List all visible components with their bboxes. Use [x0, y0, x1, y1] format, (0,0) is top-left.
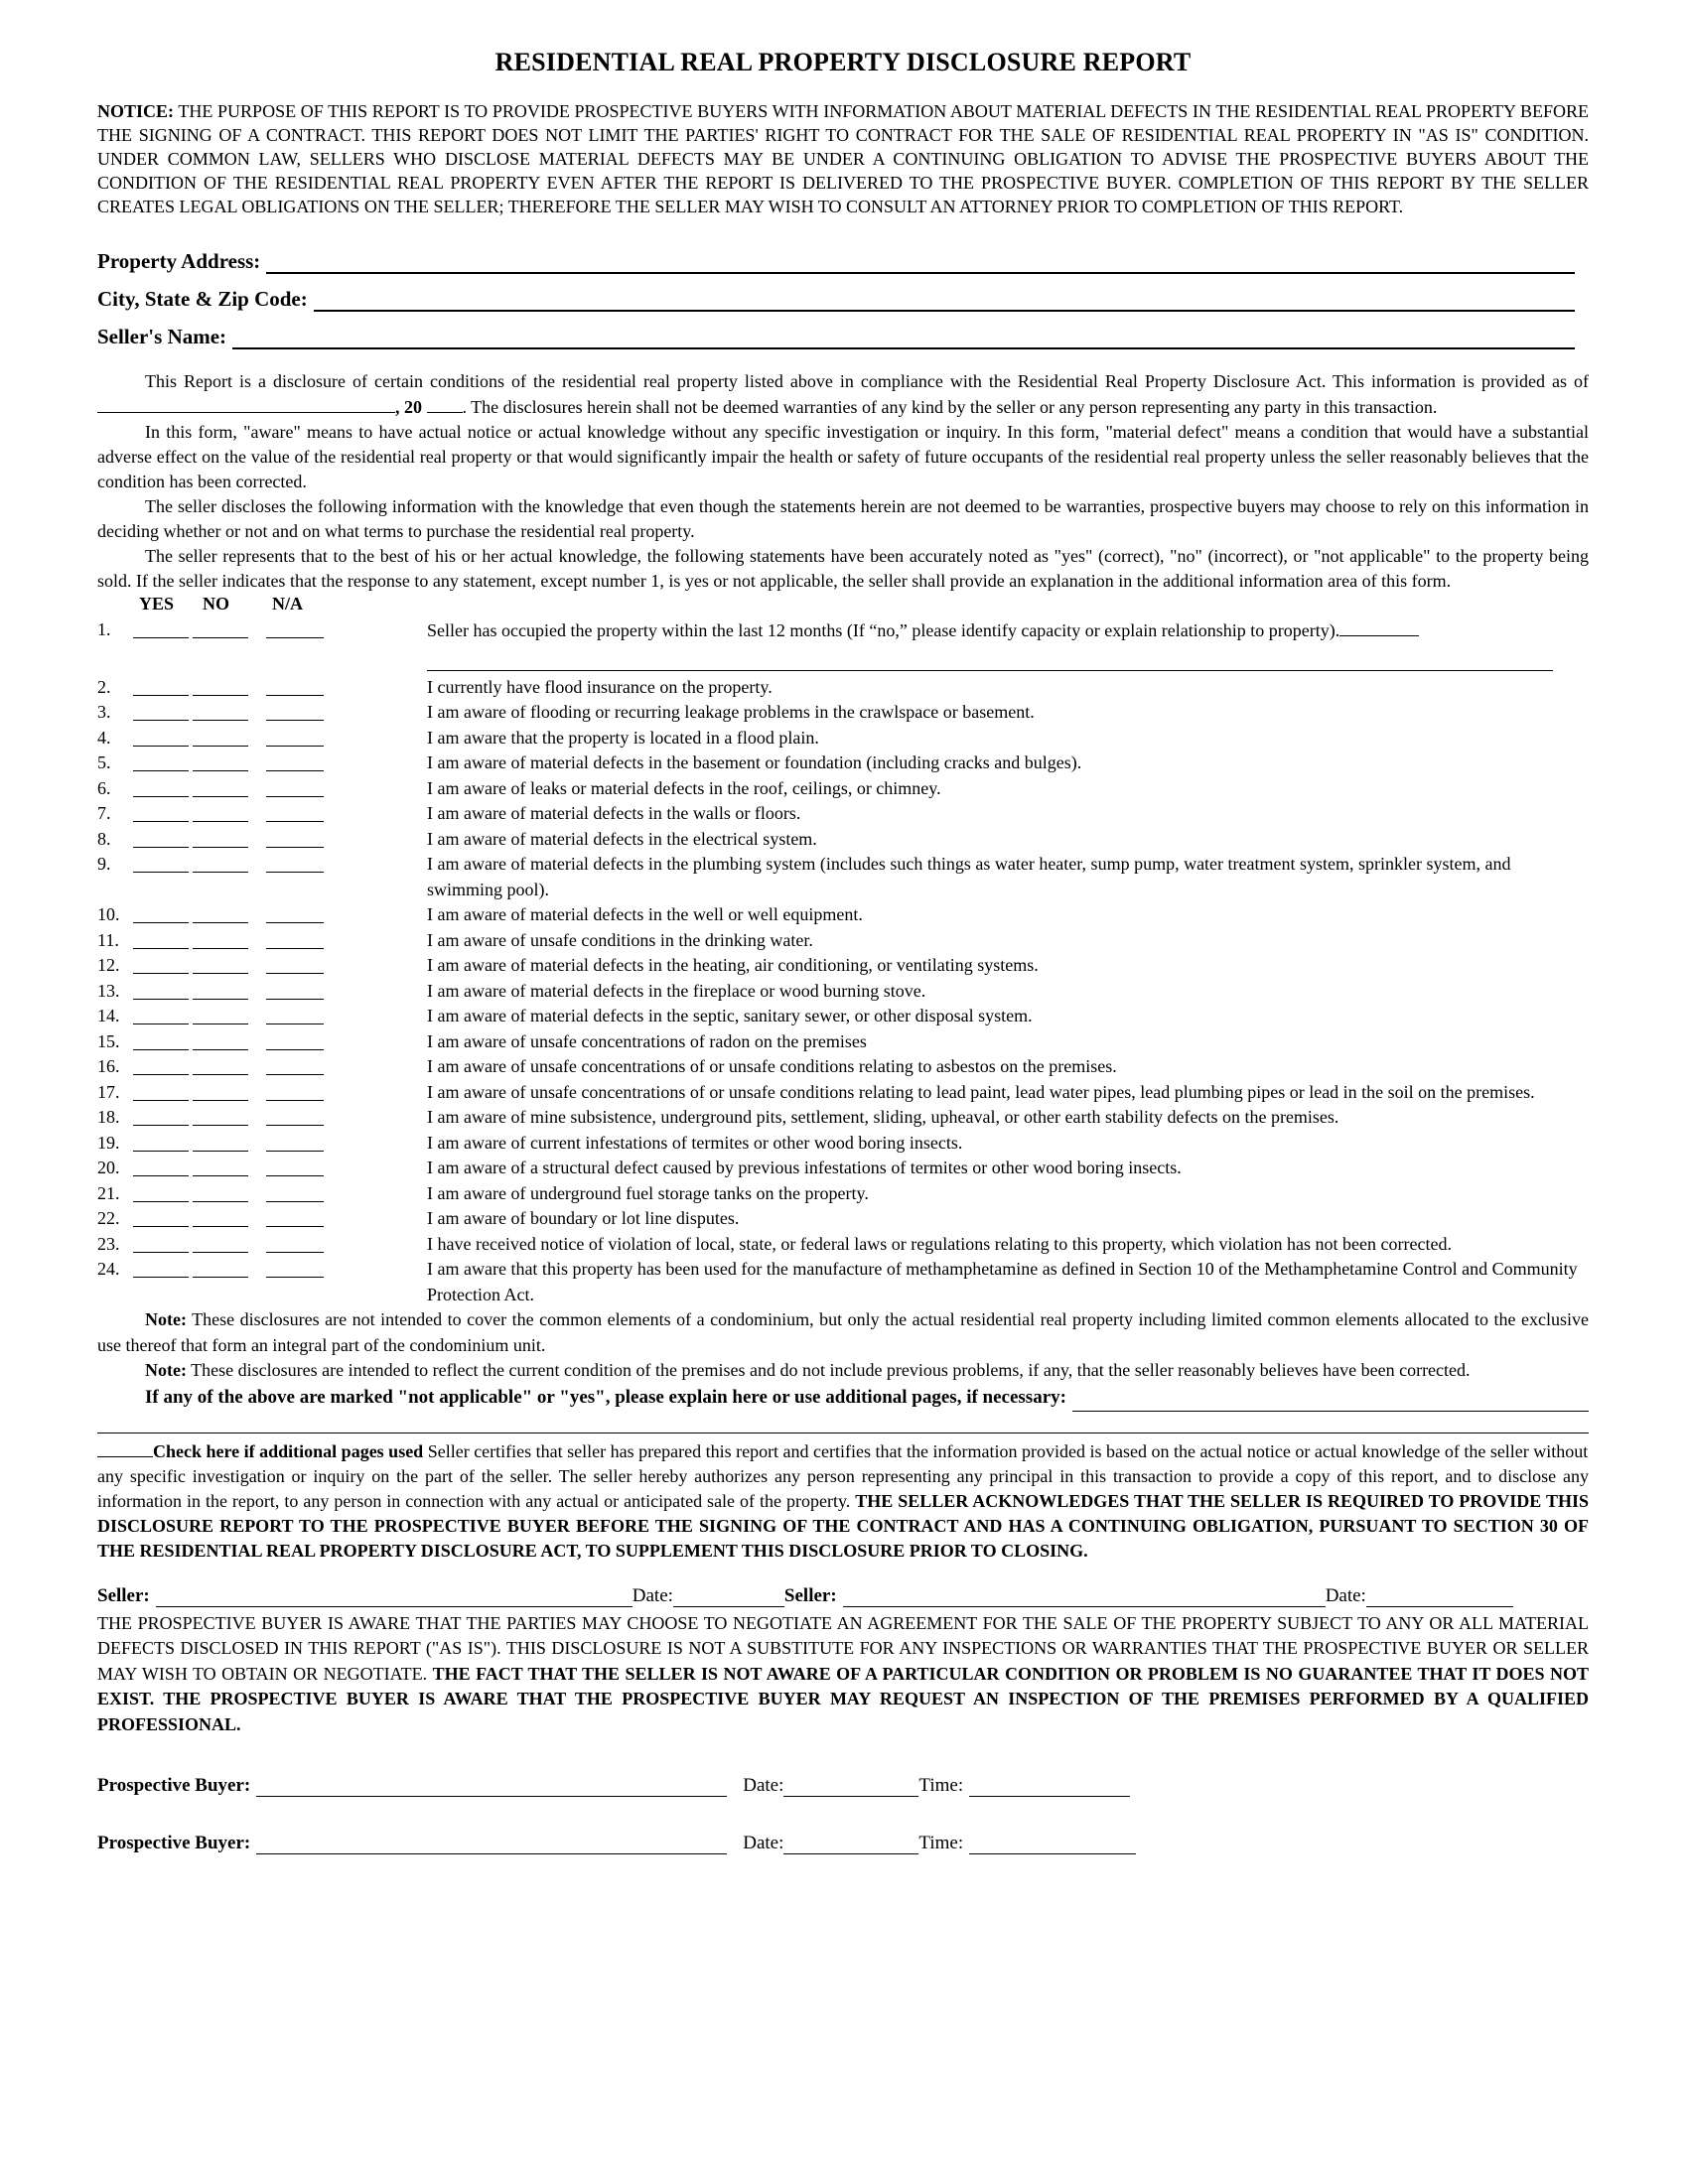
answer-no-blank[interactable] — [193, 636, 248, 638]
answer-no-blank[interactable] — [193, 769, 248, 771]
question-row — [97, 953, 1589, 979]
question-number: 18. — [97, 1107, 120, 1127]
answer-blanks — [133, 852, 427, 877]
question-number: 5. — [97, 752, 111, 772]
answer-blanks — [133, 675, 427, 700]
question-row — [97, 617, 1589, 644]
answer-na-blank[interactable] — [266, 1124, 324, 1126]
question-number: 1. — [97, 619, 111, 639]
city-state-zip-row — [97, 274, 1589, 312]
answer-blanks — [133, 1004, 427, 1028]
question-row — [97, 1206, 1589, 1232]
question-row — [97, 852, 1589, 902]
question-text: I am aware of current infestations of termites or other wood boring insects. — [427, 1132, 963, 1153]
seller-signature-row — [97, 1577, 1589, 1607]
answer-no-blank[interactable] — [193, 1099, 248, 1101]
notice-paragraph — [97, 99, 1589, 218]
answer-na-blank[interactable] — [266, 694, 324, 696]
note-condominium: Note: These disclosures are not intended to cover the common elements of a condominium, but only the actual residential real property including limited common elements allocated to the exclusive use thereof that form an integral part of the condominium unit. — [97, 1309, 1589, 1355]
buyer-date-2[interactable] — [783, 1834, 918, 1854]
page-title: RESIDENTIAL REAL PROPERTY DISCLOSURE REPORT — [494, 48, 1192, 76]
buyer-date-label-2: Date: — [743, 1833, 784, 1853]
question-number: 21. — [97, 1182, 120, 1203]
answer-yes-blank[interactable] — [133, 636, 189, 638]
answer-yes-blank[interactable] — [133, 1150, 189, 1152]
property-address-field[interactable] — [266, 244, 1575, 274]
answer-yes-blank[interactable] — [133, 1251, 189, 1253]
question-row — [97, 902, 1589, 928]
question-text-wrap — [427, 617, 1589, 644]
answer-blanks — [133, 700, 427, 725]
answer-na-blank[interactable] — [266, 820, 324, 822]
certification-paragraph-2: any specific investigation or inquiry on the part of the seller. The seller hereby authorizes any person representing any principal in this transaction to provide a copy of this report, and to disclose any information in the report, to any person in connection with any actual or anticipated sale of the property. THE SELLER ACKNOWLEDGES THAT THE SELLER IS REQUIRED TO PROVIDE THIS DISCLOSURE REPORT TO THE PROSPECTIVE BUYER BEFORE THE SIGNING OF THE CONTRACT AND HAS A CONTINUING OBLIGATION, PURSUANT TO SECTION 30 OF THE RESIDENTIAL REAL PROPERTY DISCLOSURE ACT, TO SUPPLEMENT THIS DISCLOSURE PRIOR TO CLOSING. — [97, 1465, 1589, 1561]
answer-no-blank[interactable] — [193, 1225, 248, 1227]
question-text: I am aware of unsafe concentrations of radon on the premises — [427, 1030, 867, 1051]
question-text-wrap — [427, 852, 1589, 902]
question-text: I have received notice of violation of local, state, or federal laws or regulations relating to this property, which violation has not been corrected. — [427, 1233, 1452, 1254]
answer-yes-blank[interactable] — [133, 947, 189, 949]
property-address-row — [97, 236, 1589, 274]
intro-paragraph-4: The seller represents that to the best of his or her actual knowledge, the following statements have been accurately noted as "yes" (correct), "no" (incorrect), or "not applicable" to the property being sold. If the seller indicates that the response to any statement, except number 1, is yes or not applicable, the seller shall provide an explanation in the additional information area of this form. — [97, 546, 1589, 591]
intro-paragraph-2: In this form, "aware" means to have actual notice or actual knowledge without any specific investigation or inquiry. In this form, "material defect" means a condition that would have a substantial adverse effect on the value of the residential real property or that would significantly impair the health or safety of future occupants of the residential real property unless the seller reasonably believes that the condition has been corrected. — [97, 422, 1589, 491]
buyer-notice-paragraph: THE PROSPECTIVE BUYER IS AWARE THAT THE PARTIES MAY CHOOSE TO NEGOTIATE AN AGREEMENT FOR THE SALE OF THE PROPERTY SUBJECT TO ANY OR ALL MATERIAL DEFECTS DISCLOSED IN THIS REPORT ("AS IS"). THIS DISCLOSURE IS NOT A SUBSTITUTE FOR ANY INSPECTIONS OR WARRANTIES THAT THE PROSPECTIVE BUYER OR SELLER MAY WISH TO OBTAIN OR NEGOTIATE. THE FACT THAT THE SELLER IS NOT AWARE OF A PARTICULAR CONDITION OR PROBLEM IS NO GUARANTEE THAT IT DOES NOT EXIST. THE PROSPECTIVE BUYER IS AWARE THAT THE PROSPECTIVE BUYER MAY REQUEST AN INSPECTION OF THE PREMISES PERFORMED BY A QUALIFIED PROFESSIONAL. — [97, 1612, 1590, 1734]
seller-date-2[interactable] — [1366, 1586, 1513, 1607]
explanation-field[interactable] — [1072, 1391, 1589, 1412]
sellers-name-row — [97, 312, 1589, 349]
question-row — [97, 751, 1589, 776]
question-text-wrap — [427, 1004, 1589, 1029]
certification-paragraph: Check here if additional pages used Seller certifies that seller has prepared this report and certifies that the information provided is based on the actual notice or actual knowledge of the seller without — [97, 1439, 1589, 1464]
answer-yes-blank[interactable] — [133, 745, 189, 747]
question-text: I am aware of material defects in the electrical system. — [427, 828, 817, 849]
answer-na-blank[interactable] — [266, 1150, 324, 1152]
buyer-time-label-1: Time: — [918, 1775, 964, 1796]
disclosure-form — [97, 48, 1589, 1854]
seller-label-2: Seller: — [783, 1584, 837, 1606]
na-column-header: N/A — [272, 594, 303, 614]
question-text: I am aware of material defects in the basement or foundation (including cracks and bulges). — [427, 752, 1082, 772]
question-text: I am aware of mine subsistence, underground pits, settlement, sliding, upheaval, or other earth stability defects on the premises. — [427, 1107, 1339, 1127]
answer-blanks — [133, 902, 427, 927]
question-text-wrap — [427, 1131, 1589, 1157]
question-number: 20. — [97, 1158, 120, 1177]
question-text: I am aware of unsafe conditions in the drinking water. — [427, 929, 813, 950]
buyer-signature-1[interactable] — [256, 1776, 727, 1797]
sellers-name-label: Seller's Name: — [97, 325, 227, 348]
question-row — [97, 979, 1589, 1005]
question-text: I am aware of unsafe concentrations of or unsafe conditions relating to lead paint, lead water pipes, lead plumbing pipes or lead in the soil on the premises. — [427, 1081, 1535, 1102]
answer-na-blank[interactable] — [266, 921, 324, 923]
question-row — [97, 1156, 1589, 1181]
answer-blanks — [133, 1054, 427, 1079]
question-row — [97, 1054, 1589, 1080]
answer-na-blank[interactable] — [266, 998, 324, 1000]
question-text: I am aware that this property has been used for the manufacture of methamphetamine as defined in Section 10 of the Methamphetamine Control and Community Protection Act. — [427, 1259, 1578, 1304]
question-number: 16. — [97, 1056, 120, 1076]
question-text-wrap — [427, 827, 1589, 853]
answer-no-blank[interactable] — [193, 871, 248, 873]
question-row — [97, 928, 1589, 954]
question-number: 23. — [97, 1233, 120, 1254]
explanation-row — [97, 1384, 1589, 1412]
question-text: I am aware of leaks or material defects in the roof, ceilings, or chimney. — [427, 777, 941, 798]
question-text-wrap — [427, 1105, 1589, 1131]
answer-na-blank[interactable] — [266, 1023, 324, 1024]
buyer-label-2: Prospective Buyer: — [97, 1833, 251, 1853]
answer-yes-blank[interactable] — [133, 998, 189, 1000]
question-row — [97, 1029, 1589, 1055]
question-row — [97, 1181, 1589, 1207]
question-row — [97, 1080, 1589, 1106]
answer-yes-blank[interactable] — [133, 1174, 189, 1176]
answer-no-blank[interactable] — [193, 1200, 248, 1202]
question-row — [97, 700, 1589, 726]
answer-no-blank[interactable] — [193, 1048, 248, 1050]
answer-na-blank[interactable] — [266, 1099, 324, 1101]
buyer-signature-row-1 — [97, 1767, 1589, 1797]
answer-no-blank[interactable] — [193, 998, 248, 1000]
city-state-zip-field[interactable] — [314, 282, 1575, 312]
question-text: I am aware of a structural defect caused by previous infestations of termites or other wood boring insects. — [427, 1158, 1182, 1177]
question-text: I am aware of material defects in the heating, air conditioning, or ventilating systems. — [427, 955, 1039, 975]
question-text: I am aware of material defects in the fireplace or wood burning stove. — [427, 980, 926, 1001]
question-text-wrap — [427, 902, 1589, 928]
question-row — [97, 827, 1589, 853]
answer-no-blank[interactable] — [193, 795, 248, 797]
answer-na-blank[interactable] — [266, 636, 324, 638]
answer-no-blank[interactable] — [193, 1276, 248, 1278]
buyer-date-label-1: Date: — [743, 1775, 784, 1796]
answer-yes-blank[interactable] — [133, 1124, 189, 1126]
buyer-time-1[interactable] — [969, 1776, 1130, 1797]
question-text-wrap — [427, 801, 1589, 827]
answer-no-blank[interactable] — [193, 745, 248, 747]
question-number: 3. — [97, 702, 111, 722]
question-number: 11. — [97, 929, 119, 950]
answer-no-blank[interactable] — [193, 947, 248, 949]
answer-yes-blank[interactable] — [133, 795, 189, 797]
occupancy-explanation-line[interactable] — [427, 644, 1553, 671]
answer-no-blank[interactable] — [193, 1251, 248, 1253]
question-number: 4. — [97, 727, 111, 748]
question-text: I am aware that the property is located in a flood plain. — [427, 727, 819, 748]
question-text-wrap — [427, 776, 1589, 802]
additional-pages-checkbox[interactable] — [97, 1440, 153, 1457]
question-text-wrap — [427, 1156, 1589, 1181]
answer-na-blank[interactable] — [266, 795, 324, 797]
question-number: 13. — [97, 980, 120, 1001]
answer-na-blank[interactable] — [266, 719, 324, 721]
question-text: I am aware of material defects in the plumbing system (includes such things as water heater, sump pump, water treatment system, sprinkler system, and swimming pool). — [427, 854, 1511, 899]
question-text: I am aware of material defects in the well or well equipment. — [427, 904, 863, 924]
answer-yes-blank[interactable] — [133, 719, 189, 721]
question-text-wrap — [427, 979, 1589, 1005]
disclosure-questions — [97, 617, 1589, 1307]
answer-yes-blank[interactable] — [133, 1225, 189, 1227]
explanation-label: If any of the above are marked "not applicable" or "yes", please explain here or use additional pages, if necessary: — [145, 1386, 1066, 1408]
question-number: 9. — [97, 854, 111, 874]
date-label-2: Date: — [1325, 1584, 1366, 1606]
yes-column-header: YES — [139, 594, 175, 614]
answer-no-blank[interactable] — [193, 1073, 248, 1075]
question-number: 7. — [97, 803, 111, 823]
answer-blanks — [133, 1181, 427, 1206]
question-row — [97, 1004, 1589, 1029]
answer-na-blank[interactable] — [266, 972, 324, 974]
question-number: 22. — [97, 1208, 120, 1228]
answer-na-blank[interactable] — [266, 1276, 324, 1278]
answer-yes-blank[interactable] — [133, 1200, 189, 1202]
answer-blanks — [133, 1232, 427, 1257]
answer-na-blank[interactable] — [266, 745, 324, 747]
answer-na-blank[interactable] — [266, 1048, 324, 1050]
question-row — [97, 801, 1589, 827]
question-text: I am aware of boundary or lot line disputes. — [427, 1208, 740, 1228]
question-number: 8. — [97, 828, 111, 849]
question-text-wrap — [427, 928, 1589, 954]
answer-yes-blank[interactable] — [133, 871, 189, 873]
seller-date-1[interactable] — [673, 1586, 784, 1607]
question-text-wrap — [427, 1232, 1589, 1258]
answer-blanks — [133, 1105, 427, 1130]
question-number: 6. — [97, 777, 111, 798]
answer-na-blank[interactable] — [266, 1225, 324, 1227]
sellers-name-field[interactable] — [232, 320, 1575, 349]
question-text-wrap — [427, 1080, 1589, 1106]
question-text: Seller has occupied the property within the last 12 months (If “no,” please identify capacity or explain relationship to property). — [427, 620, 1340, 640]
year-field[interactable] — [427, 394, 463, 413]
question-row — [97, 776, 1589, 802]
date-provided-field[interactable] — [97, 394, 395, 413]
property-address-label: Property Address: — [97, 249, 261, 273]
answer-na-blank[interactable] — [266, 871, 324, 873]
answer-blanks — [133, 953, 427, 978]
seller-signature-2[interactable] — [843, 1586, 1326, 1607]
notice-text: THE PURPOSE OF THIS REPORT IS TO PROVIDE PROSPECTIVE BUYERS WITH INFORMATION ABOUT MATERIAL DEFECTS IN THE RESIDENTIAL REAL PROPERTY BEFORE THE SIGNING OF A CONTRACT. THIS REPORT DOES NOT LIMIT THE PARTIES' RIGHT TO CONTRACT FOR THE SALE OF RESIDENTIAL REAL PROPERTY IN "AS IS" CONDITION. UNDER COMMON LAW, SELLERS WHO DISCLOSE MATERIAL DEFECTS MAY BE UNDER A CONTINUING OBLIGATION TO ADVISE THE PROSPECTIVE BUYERS ABOUT THE CONDITION OF THE RESIDENTIAL REAL PROPERTY EVEN AFTER THE REPORT IS DELIVERED TO THE PROSPECTIVE BUYER. COMPLETION OF THIS REPORT BY THE SELLER CREATES LEGAL OBLIGATIONS ON THE SELLER; THEREFORE THE SELLER MAY WISH TO CONSULT AN ATTORNEY PRIOR TO COMPLETION OF THIS REPORT. — [97, 101, 1589, 216]
buyer-label-1: Prospective Buyer: — [97, 1775, 251, 1796]
answer-yes-blank[interactable] — [133, 1099, 189, 1101]
answer-no-blank[interactable] — [193, 820, 248, 822]
answer-na-blank[interactable] — [266, 1251, 324, 1253]
answer-blanks — [133, 1029, 427, 1054]
intro-paragraph-1: This Report is a disclosure of certain conditions of the residential real property listed above in compliance with the Residential Real Property Disclosure Act. This information is provided as of , 20 . The disclosures herein shall not be deemed warranties of any kind by the seller or any person representing any party in this transaction. — [97, 369, 1589, 420]
question-text-wrap — [427, 1029, 1589, 1055]
occupancy-explanation-field[interactable] — [1339, 617, 1419, 636]
answer-yes-blank[interactable] — [133, 769, 189, 771]
buyer-date-1[interactable] — [783, 1776, 918, 1797]
note-current-condition: Note: These disclosures are intended to reflect the current condition of the premises and do not include previous problems, if any, that the seller reasonably believes have been corrected. — [145, 1360, 1471, 1380]
question-text: I am aware of material defects in the septic, sanitary sewer, or other disposal system. — [427, 1006, 1033, 1025]
question-text-wrap — [427, 953, 1589, 979]
answer-yes-blank[interactable] — [133, 820, 189, 822]
answer-blanks — [133, 979, 427, 1004]
question-text-wrap — [427, 675, 1589, 701]
additional-pages-label: Check here if additional pages used — [153, 1440, 424, 1461]
question-row — [97, 1105, 1589, 1131]
question-number: 12. — [97, 955, 120, 975]
answer-yes-blank[interactable] — [133, 972, 189, 974]
question-text: I currently have flood insurance on the property. — [427, 676, 773, 697]
answer-yes-blank[interactable] — [133, 1073, 189, 1075]
answer-blanks — [133, 1156, 427, 1180]
question-text-wrap — [427, 751, 1589, 776]
question-number: 19. — [97, 1132, 120, 1153]
question-text-wrap — [427, 1257, 1589, 1307]
seller-label-1: Seller: — [97, 1584, 150, 1606]
answer-blanks — [133, 827, 427, 852]
question-number: 10. — [97, 904, 120, 924]
question-text: I am aware of unsafe concentrations of or unsafe conditions relating to asbestos on the premises. — [427, 1056, 1117, 1076]
answer-no-blank[interactable] — [193, 846, 248, 848]
buyer-time-label-2: Time: — [918, 1833, 964, 1853]
question-text: I am aware of underground fuel storage tanks on the property. — [427, 1182, 869, 1203]
question-text: I am aware of flooding or recurring leakage problems in the crawlspace or basement. — [427, 702, 1035, 722]
answer-blanks — [133, 776, 427, 801]
answer-yes-blank[interactable] — [133, 846, 189, 848]
answer-no-blank[interactable] — [193, 1023, 248, 1024]
answer-na-blank[interactable] — [266, 1073, 324, 1075]
answer-na-blank[interactable] — [266, 947, 324, 949]
answer-no-blank[interactable] — [193, 1124, 248, 1126]
answer-blanks — [133, 1257, 427, 1282]
answer-no-blank[interactable] — [193, 694, 248, 696]
notice-label: NOTICE: — [97, 101, 175, 121]
question-text-wrap — [427, 1181, 1589, 1207]
question-text-wrap — [427, 1206, 1589, 1232]
answer-blanks — [133, 1131, 427, 1156]
question-number: 14. — [97, 1006, 120, 1025]
question-text-wrap — [427, 1054, 1589, 1080]
question-number: 24. — [97, 1259, 120, 1279]
answer-yes-blank[interactable] — [133, 1276, 189, 1278]
question-text: I am aware of material defects in the walls or floors. — [427, 803, 801, 823]
answer-yes-blank[interactable] — [133, 694, 189, 696]
answer-yes-blank[interactable] — [133, 1023, 189, 1024]
answer-blanks — [133, 928, 427, 953]
answer-no-blank[interactable] — [193, 1174, 248, 1176]
seller-signature-1[interactable] — [156, 1586, 633, 1607]
question-number: 2. — [97, 676, 111, 697]
buyer-signature-2[interactable] — [256, 1834, 727, 1854]
date-label-1: Date: — [632, 1584, 673, 1606]
question-row — [97, 1257, 1589, 1307]
question-row — [97, 726, 1589, 751]
question-number: 17. — [97, 1081, 120, 1102]
question-text-wrap — [427, 700, 1589, 726]
answer-na-blank[interactable] — [266, 1200, 324, 1202]
answer-na-blank[interactable] — [266, 769, 324, 771]
answer-yes-blank[interactable] — [133, 1048, 189, 1050]
answer-no-blank[interactable] — [193, 1150, 248, 1152]
answer-blanks — [133, 801, 427, 826]
answer-blanks — [133, 726, 427, 751]
no-column-header: NO — [203, 594, 229, 614]
answer-na-blank[interactable] — [266, 846, 324, 848]
answer-blanks — [133, 617, 427, 642]
answer-na-blank[interactable] — [266, 1174, 324, 1176]
city-state-zip-label: City, State & Zip Code: — [97, 287, 308, 311]
question-number: 15. — [97, 1030, 120, 1051]
answer-yes-blank[interactable] — [133, 921, 189, 923]
answer-blanks — [133, 1206, 427, 1231]
intro-paragraph-3: The seller discloses the following information with the knowledge that even though the statements herein are not deemed to be warranties, prospective buyers may choose to rely on this information in deciding whether or not and on what terms to purchase the residential real property. — [97, 496, 1589, 541]
answer-no-blank[interactable] — [193, 972, 248, 974]
answer-no-blank[interactable] — [193, 719, 248, 721]
answer-no-blank[interactable] — [193, 921, 248, 923]
buyer-signature-row-2 — [97, 1825, 1589, 1854]
question-text-wrap — [427, 726, 1589, 751]
buyer-time-2[interactable] — [969, 1834, 1136, 1854]
answer-blanks — [133, 751, 427, 775]
question-row — [97, 1131, 1589, 1157]
answer-blanks — [133, 1080, 427, 1105]
question-row — [97, 675, 1589, 701]
answer-column-headers — [97, 594, 1589, 617]
question-row — [97, 1232, 1589, 1258]
